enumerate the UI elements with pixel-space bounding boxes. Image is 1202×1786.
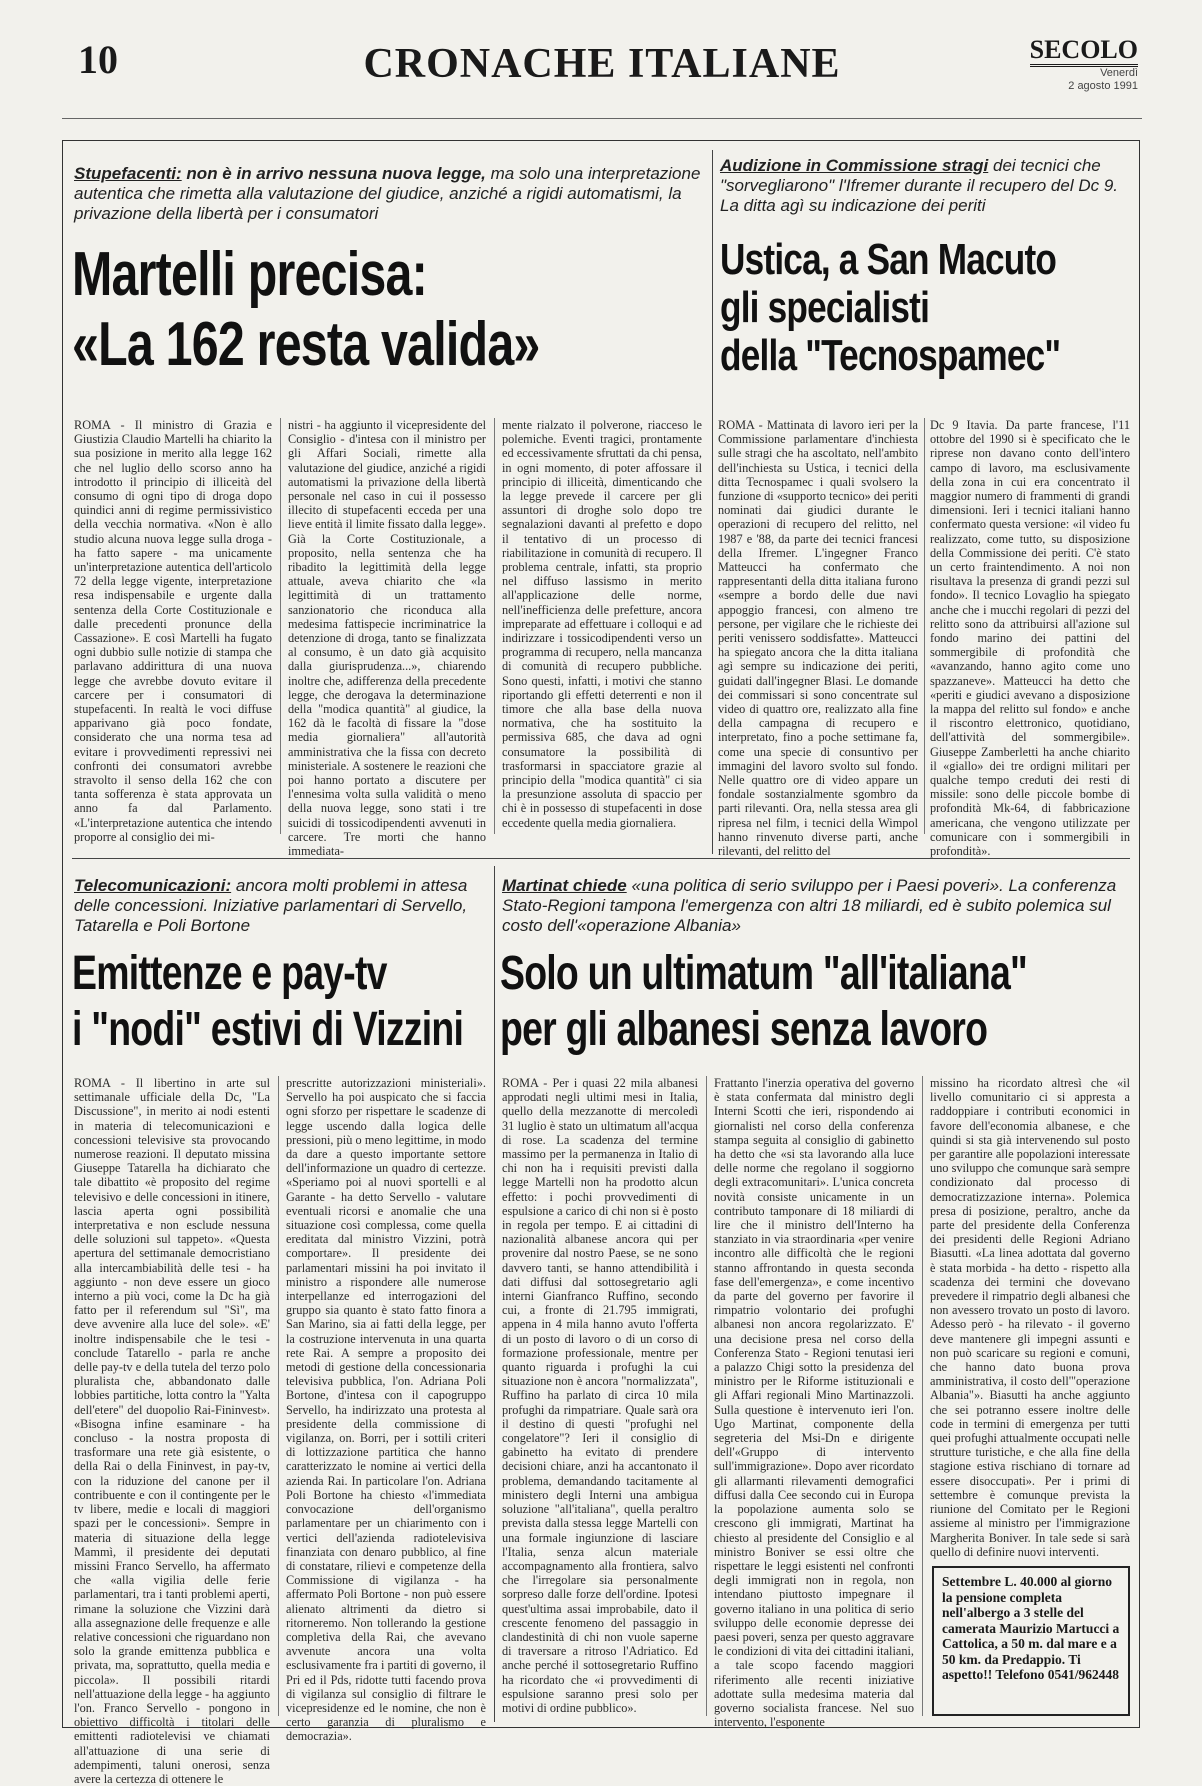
story4-column-3: missino ha ricordato altresì che «il livello comunitario ci si appresta a raddoppiare i contributi economici in favore dell'economia albanese, e che quindi si sta già intervenendo sul posto per garantire alle popolazioni interessate uno sviluppo che comunque sarà sempre condizionato dal processo di democratizzazione interna». Polemica presa di posizione, peraltro, anche da parte del presidente della Conferenza dei presidenti delle Regioni Adriano Biasutti. «La linea adottata dal governo è stata morbida - ha detto - rispetto alla scadenza dei termini che dovevano prevedere il rimpatrio degli albanesi che non avessero trovato un posto di lavoro. Adesso però - ha rilevato - il governo deve mantenere gli impegni assunti e non può scaricare su regioni e comuni, che hanno dato buona prova amministrativa, il costo dell'"operazione Albania"». Biasutti ha anche aggiunto che sei potranno essere inoltre delle code in termini di emergenza per tutti quei profughi attualmente occupati nelle strutture turistiche, e che alla fine della stagione estiva rischiano di tornare ad essere disoccupati». Per i primi di settembre è comunque prevista la riunione del Comitato per le Regioni assieme al ministro per l'immigrazione Margherita Boniver. In tale sede si sarà quello di definire nuovi interventi. <box>930 1076 1130 1559</box>
story1-column-2: nistri - ha aggiunto il vicepresidente del Consiglio - d'intesa con il ministro per gli Affari Sociali, rimette alla valutazione del giudice, anziché a rigidi automatismi la privazione della libertà personale nel caso in cui il possesso illecito di stupefacenti ecceda per una lieve entità il limite fissato dalla legge». Già la Corte Costituzionale, a proposito, nella sentenza che ha ribadito la legittimità della legge attuale, aveva chiarito che «la legittimità di un trattamento sanzionatorio che riconduca alla medesima fattispecie incriminatrice la detenzione di droga, tanto se finalizzata al consumo, è un dato già acquisito dalla giurisprudenza...», chiarendo inoltre che, adifferenza della precedente legge, che derogava la determinazione della "modica quantità" al giudice, la 162 dà le facoltà di fissare la "dose media giornaliera" all'autorità amministrativa che la fissa con decreto ministeriale. A sostenere le reazioni che poi hanno portato a discutere per l'ennesima volta sulla validità o meno della nuova legge, sono stati i tre suicidi di tossicodipendenti avvenuti in carcere. Tre morti che hanno immediata- <box>288 418 486 859</box>
issue-date: 2 agosto 1991 <box>1068 80 1138 92</box>
story1-column-rule-1 <box>280 418 281 834</box>
story1-headline-line2: «La 162 resta valida» <box>72 310 540 379</box>
story3-column-2: prescritte autorizzazioni ministeriali». Servello ha poi auspicato che si faccia ogni sforzo per rispettare le scadenze di legge uscendo dalla logica delle pressioni, più o meno legittime, in modo da dare a questo importante settore dell'informazione un quadro di certezze. «Speriamo poi al nuovi sportelli e al Garante - ha detto Servello - valutare eventuali ricorsi e anomalie che una situazione così complessa, come quella ereditata dal ministro Vizzini, potrà comportare». Il presidente dei parlamentari missini ha poi invitato il ministro a rispondere alle numerose interpellanze ed interrogazioni del gruppo sia quanto è stato fatto finora a San Marino, sia ai fatti della legge, per la costruzione intervenuta in una quarta rete Rai. A sempre a proposito dei metodi di gestione della concessionaria televisiva pubblica, l'on. Adriana Poli Bortone, d'intesa con il capogruppo Servello, ha indirizzato una protesta al presidente della commissione di vigilanza, on. Borri, per i sottili criteri di lottizzazione partitica che hanno caratterizzato le nomine ai vertici della azienda Rai. In particolare l'on. Adriana Poli Bortone ha chiesto «l'immediata convocazione dell'organismo parlamentare per un chiarimento con i vertici dell'azienda radiotelevisiva finanziata con denaro pubblico, al fine di constatare, rilievi e competenze della Commissione di vigilanza - ha affermato Poli Bortone - non può essere alienato altrimenti da dietro si ritorneremo. Non tollerando la gestione completiva della Rai, che avevano avvenute ancora una volta esclusivamente fra i partiti di governo, il Pri ed il Pds, ridotte tutti facendo prova di vigilanza sul consiglio di filtrare le vicepresidenze ed le nomine, che non è certo garanzia di pluralismo e democrazia». <box>286 1076 486 1744</box>
story2-column-2: Dc 9 Itavia. Da parte francese, l'11 ottobre del 1990 si è specificato che le riprese non davano conto dell'intero campo di lavoro, ma esclusivamente della zona in cui era concentrato il maggior numero di frammenti di grandi dimensioni. Ieri i tecnici italiani hanno confermato questa versione: «il video fu realizzato, come tutto, su disposizione della Commissione dei periti. C'è stato un certo fraintendimento. A noi non risultava la presenza di grandi pezzi sul fondo». Il tecnico Lovaglio ha spiegato anche che i mucchi regolari di pezzi del relitto sono da attribuirsi all'azione sul fondo marino dei pattini del sommergibile di profondità che «avanzando, hanno agito come uno spazzaneve». Matteucci ha detto che «periti e giudici avevano a disposizione la mappa del relitto sul fondo» e anche il riscontro elettronico, quotidiano, dell'attività del sommergibile». Giuseppe Zamberletti ha anche chiarito il «giallo» dei tre ordigni militari per qualche tempo creduti dei resti di missile: sono delle piccole bombe di profondità Mk-64, di fabbricazione americana, che vengono utilizzate per comunicare con i sommergibili in profondità». <box>930 418 1130 859</box>
header-rule <box>62 118 1142 119</box>
story4-headline-line2: per gli albanesi senza lavoro <box>500 1003 988 1056</box>
story3-kicker-rest: ancora molti problemi in attesa delle concessioni. Iniziative parlamentari di Servello, Tatarella e Poli Bortone <box>74 876 468 935</box>
story2-column-rule <box>924 418 925 834</box>
story3-column-rule <box>278 1076 279 1716</box>
story1-kicker-bold: non è in arrivo nessuna nuova legge, <box>186 164 486 183</box>
story2-column-1: ROMA - Mattinata di lavoro ieri per la Commissione parlamentare d'inchiesta sulle stragi che ha ascoltato, nell'ambito dell'inchiesta su Ustica, i tecnici della ditta Tecnospamec i quali svolsero la funzione di «supporto tecnico» dei periti nominati dai giudici durante le operazioni di recupero del relitto, nel 1987 e '88, da parte dei tecnici francesi della Ifremer. L'ingegner Franco Matteucci ha confermato che rappresentanti della ditta italiana furono «sempre a bordo delle due navi appoggio francesi, con almeno tre persone, per vigilare che le richieste dei periti venissero soddisfatte». Matteucci ha spiegato ancora che la ditta italiana agì sempre su indicazione dei periti, guidati dall'ingegner Blasi. Le domande dei commissari si sono concentrate sul video di quattro ore, realizzato alla fine della campagna di recupero e interpretato, fino a poche settimane fa, come una specie di consuntivo per immagini del lavoro svolto sul fondo. Nelle quattro ore di video appare un fondale sostanzialmente sgombro da parti rilevanti. Ora, nella stessa area gli ripresa nel film, i tecnici della Wimpol hanno rinvenuto diverse parti, anche rilevanti, del relitto del <box>718 418 918 859</box>
story4-column-rule-2 <box>922 1076 923 1716</box>
story2-headline-line1: Ustica, a San Macuto <box>720 235 1057 284</box>
top-divider-vertical <box>712 150 713 854</box>
story1-column-1: ROMA - Il ministro di Grazia e Giustizia Claudio Martelli ha chiarito la sua posizione in merito alla legge 162 che nel luglio dello scorso anno ha introdotto il principio di illiceità del consumo di ogni tipo di droga dopo quindici anni di regime permissivistico della vecchia normativa. «Non è allo studio alcuna nuova legge sulla droga - ha fatto sapere - ma unicamente un'interpretazione autentica dell'articolo 72 della legge vigente, interpretazione resa indispensabile e urgente dalla sentenza della Corte Costituzionale e dalle precedenti pronunce della Cassazione». E così Martelli ha fugato ogni dubbio sulle notizie di stampa che parlavano addirittura di una nuova legge che avrebbe dovuto evitare il carcere per i consumatori di stupefacenti. In realtà le voci diffuse apparivano già poco fondate, considerato che una norma tesa ad evitare i provvedimenti repressivi nei confronti dei consumatori avrebbe stravolto il senso della 162 che con tanta sofferenza è stata approvata un anno fa dal Parlamento. «L'interpretazione autentica che intendo proporre al consiglio dei mi- <box>74 418 272 844</box>
classified-ad: Settembre L. 40.000 al giorno la pensione completa nell'albergo a 3 stelle del camerata Maurizio Martucci a Cattolica, a 50 m. dal mare e a 50 km. da Predappio. Ti aspetto!! Telefono 0541/962448 <box>932 1566 1130 1716</box>
story2-headline-line2: gli specialisti <box>720 283 930 332</box>
story3-headline-line2: i "nodi" estivi di Vizzini <box>72 1003 464 1056</box>
story1-kicker-rest: ma solo una interpretazione autentica che rimetta alla valutazione del giudice, anziché a rigidi automatismi, la privazione della libertà per i consumatori <box>74 164 701 223</box>
story4-kicker-rest: «una politica di serio sviluppo per i Paesi poveri». La conferenza Stato-Regioni tampona l'emergenza con altri 18 miliardi, ed è subito polemica sul costo dell'«operazione Albania» <box>502 876 1117 935</box>
story2-kicker <box>720 156 1130 216</box>
story4-headline-line1: Solo un ultimatum "all'italiana" <box>500 947 1028 1000</box>
story2-kicker-rest: dei tecnici che "sorvegliarono" l'Ifremer durante il recupero del Dc 9. La ditta agì su indicazione dei periti <box>720 156 1118 215</box>
issue-day: Venerdì <box>1100 67 1138 79</box>
story1-column-3: mente rialzato il polverone, riacceso le polemiche. Eventi tragici, prontamente ed eccessivamente sfruttati da chi pensa, in ogni momento, di poter affossare il principio di illiceità, dimenticando che la legge prevede il carcere per gli assuntori di droghe solo dopo tre segnalazioni davanti al prefetto e dopo il tentativo di un processo di riabilitazione in comunità di recupero. Il problema centrale, infatti, sta proprio nel diffuso lassismo in merito all'applicazione delle norme, nell'inefficienza delle prefetture, ancora impreparate ad effettuare i colloqui e ad indirizzare i tossicodipendenti verso un programma di recupero, nella mancanza di comunità di recupero pubbliche. Sono questi, infatti, i motivi che stanno riportando gli effetti deterrenti e non il timore che alla base della nuova normativa, che ha sostituito la permissiva 685, che dava ad ogni consumatore la possibilità di trasformarsi in spacciatore grazie al principio della "modica quantità" ci sia la presunzione assoluta di spaccio per chi è in possesso di stupefacenti in dose eccedente quella media giornaliera. <box>502 418 702 830</box>
story3-kicker-lead: Telecomunicazioni: <box>74 876 232 895</box>
story2-headline <box>720 236 1060 380</box>
page-header <box>62 26 1142 118</box>
story1-column-rule-2 <box>494 418 495 834</box>
story4-column-rule-1 <box>706 1076 707 1716</box>
story2-kicker-lead: Audizione in Commissione stragi <box>720 156 989 175</box>
story4-kicker-lead: Martinat chiede <box>502 876 627 895</box>
masthead-brand: SECOLO <box>1030 36 1138 67</box>
story1-headline-line1: Martelli precisa: <box>72 240 427 309</box>
bottom-divider-vertical <box>494 866 495 1722</box>
story1-headline <box>72 240 540 380</box>
story3-kicker <box>74 876 484 936</box>
masthead-logo <box>1030 36 1138 93</box>
story2-headline-line3: della "Tecnospamec" <box>720 331 1061 380</box>
page-number: 10 <box>78 37 118 82</box>
story4-column-1: ROMA - Per i quasi 22 mila albanesi approdati negli ultimi mesi in Italia, quello della mezzanotte di mercoledì 31 luglio è stato un ultimatum all'acqua di rose. La scadenza del termine massimo per la permanenza in Italio di chi non ha i requisiti previsti dalla legge Martelli non ha prodotto alcun effetto: i pochi provvedimenti di espulsione a carico di chi non si è posto in regola per tempo. E ai cittadini di nazionalità albanese ancora qui per provenire dal nostro Paese, se ne sono davvero tanti, se hanno attendibilità i dati diffusi dal sottosegretario agli interni Gianfranco Ruffino, secondo cui, a fronte di 21.795 immigrati, appena in 4 mila hanno avuto l'offerta di un posto di lavoro o di un corso di formazione professionale, mentre per quanto riguarda i profughi la cui situazione non è ancora "normalizzata", Ruffino ha parlato di circa 10 mila profughi da rimpatriare. Quale sarà ora il destino di questi "profughi nel congelatore"? Ieri il consiglio di gabinetto ha evitato di prendere decisioni chiare, anzi ha accantonato il problema, demandando tacitamente al ministero degli Interni una ambigua soluzione "all'italiana", quella peraltro prevista dalla stessa legge Martelli con una formale ingiunzione di lasciare l'Italia, senza alcun materiale accompagnamento alla frontiera, salvo che l'irregolare sia personalmente sorpreso dalle forze dell'ordine. Ipotesi quest'ultima assai improbabile, dato il crescente fenomeno del passaggio in clandestinità di chi non vuole saperne di traversare a ritroso l'Adriatico. Ed anche perché il sottosegretario Ruffino ha ricordato che «i provvedimenti di espulsione saranno presi solo per motivi di ordine pubblico». <box>502 1076 698 1715</box>
story1-kicker-lead: Stupefacenti: <box>74 164 182 183</box>
story1-kicker <box>74 164 704 224</box>
story4-kicker <box>502 876 1132 936</box>
story3-column-1: ROMA - Il libertino in arte sul settimanale ufficiale della Dc, "La Discussione", in merito ai nodi estenti in materia di telecomunicazioni e concessioni televisive sta provocando numerose reazioni. Il deputato missina Giuseppe Tatarella ha dichiarato che tale dibattito «è proposito del regime televisivo e delle concessioni in itinere, lascia aperta ogni possibilità interpretativa e non esclude nessuna delle soluzioni sul tappeto». «Questa apertura del settimanale democristiano alla intercambiabilità delle tesi - ha aggiunto - non deve essere un gioco interno a più voci, come la Dc ha già fatto per il referendum sul "Sì", ma deve avvenire alla luce del sole». «E' inoltre indispensabile che le tesi - conclude Tatarello - parla re anche delle pay-tv e della tutela del terzo polo pluralista che, abbandonato dalle lobbies partitiche, lotta contro la "Yalta dell'etere" del duopolio Rai-Fininvest». «Bisogna infine esaminare - ha concluso - la nostra proposta di trasformare una rete già esistente, o della Rai o della Fininvest, in pay-tv, con la riduzione del canone per il contribuente e con il contingente per le tv libere, medie e locali di maggiori spazi per le concessioni». Sempre in materia di situazione della legge Mammì, il presidente dei deputati missini Franco Servello, ha affermato che «alla vigilia delle ferie parlamentari, tra i tanti problemi aperti, rimane la soluzione che Vizzini darà alla assegnazione delle frequenze e alle relative concessioni che riguardano non solo la grande emittenza pubblica e privata, ma, soprattutto, quella media e piccola». Il possibili ritardi nell'attuazione della legge - ha aggiunto l'on. Franco Servello - pongono in obiettivo difficoltà i titolari delle emittenti radiotelevisi ve chiamati all'attuazione di una serie di adempimenti, taluni onerosi, senza avere la certezza di ottenere le <box>74 1076 270 1786</box>
story3-headline-line1: Emittenze e pay-tv <box>72 947 387 1000</box>
story4-column-2: Frattanto l'inerzia operativa del governo è stata confermata dal ministro degli Interni Scotti che ieri, rispondendo ai giornalisti nel corso della conferenza stampa seguita al consiglio di gabinetto ha detto che «si sta lavorando alla luce delle norme che regolano il soggiorno degli extracomunitari». L'unica concreta novità consiste unicamente in un contributo tamponare di 18 miliardi di lire che il ministro dell'Interno ha stanziato in via straordinaria «per venire incontro alle difficoltà che le regioni stanno affrontando in questa seconda fase dell'emergenza», e come incentivo da parte del governo per favorire il rimpatrio volontario dei profughi albanesi non ancora regolarizzato. E' una decisione presa nel corso della Conferenza Stato - Regioni tenutasi ieri a palazzo Chigi sotto la presidenza del ministro per le Riforme istituzionali e gli Affari regionali Mino Martinazzoli. Sulla questione è intervenuto ieri l'on. Ugo Martinat, componente della segreteria del Msi-Dn e dirigente dell'«Gruppo di intervento sull'immigrazione». Dopo aver ricordato gli allarmanti rilevamenti demografici diffusi dalla Cee secondo cui in Europa la popolazione aumenta solo se crescono gli immigrati, Martinat ha chiesto al presidente del Consiglio e al ministro Boniver se essi oltre che rispettare le leggi esistenti nel confronti degli immigrati non in regola, non intendano piuttosto impegnare il governo italiano in una politica di serio sviluppo delle economie depresse dei paesi poveri, senza per questo aggravare le condizioni di vita dei cittadini italiani, a tale scopo facendo maggiori riferimento alle recenti iniziative adottate sulla medesima materia dal governo socialista francese. Nel suo intervento, l'esponente <box>714 1076 914 1730</box>
section-title: CRONACHE ITALIANE <box>363 41 841 87</box>
story4-headline <box>500 946 1027 1058</box>
story3-headline <box>72 946 463 1058</box>
